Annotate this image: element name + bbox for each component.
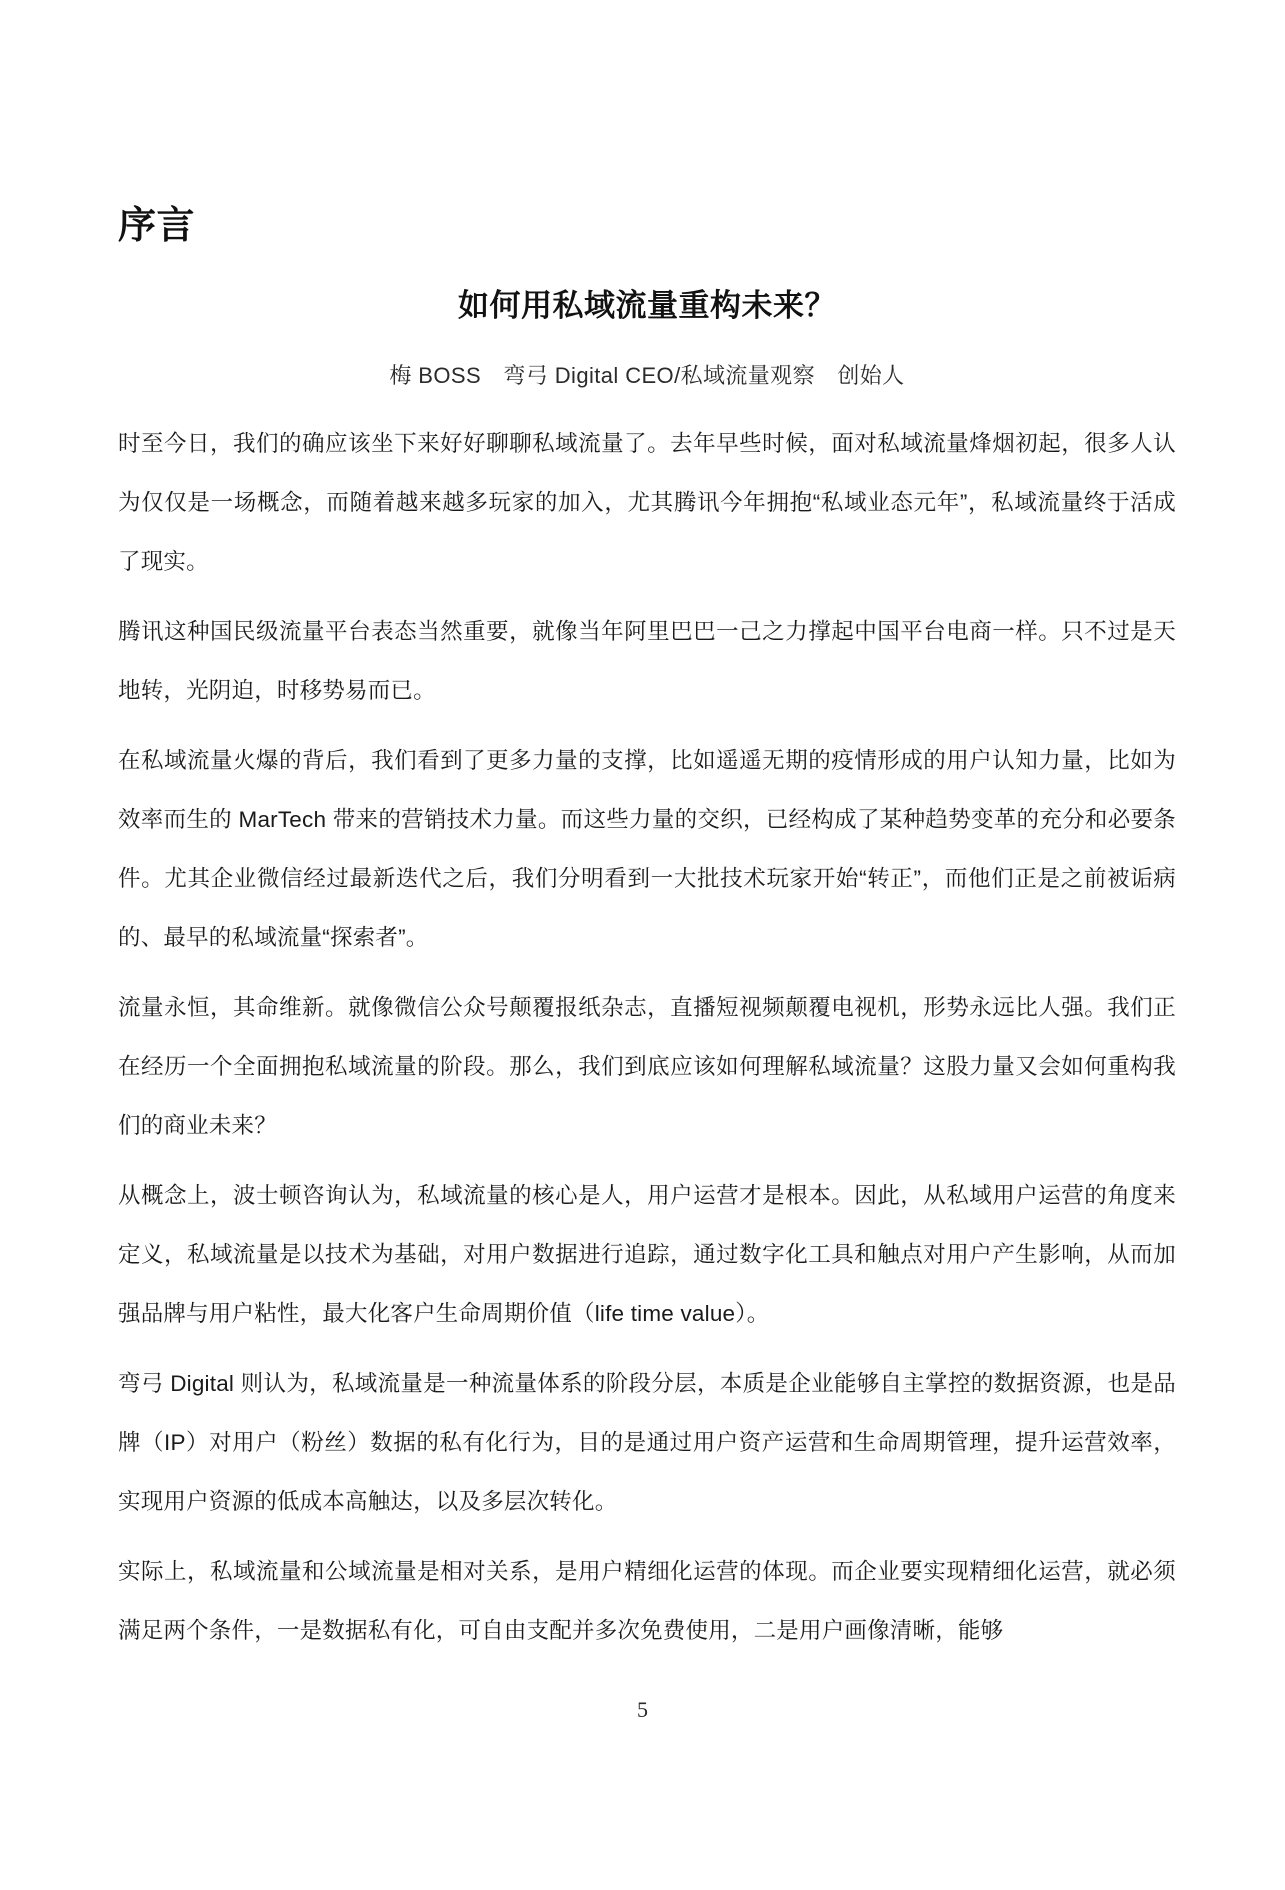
section-heading: 序言: [118, 205, 196, 247]
page-content-column: [118, 0, 1176, 1660]
body-text: [118, 390, 1176, 1660]
paragraph: 从概念上，波士顿咨询认为，私域流量的核心是人，用户运营才是根本。因此，从私域用户运营的角度来定义，私域流量是以技术为基础，对用户数据进行追踪，通过数字化工具和触点对用户产生影响，从而加强品牌与用户粘性，最大化客户生命周期价值（life time value）。: [118, 1182, 1176, 1326]
paragraph: 流量永恒，其命维新。就像微信公众号颠覆报纸杂志，直播短视频颠覆电视机，形势永远比人强。我们正在经历一个全面拥抱私域流量的阶段。那么，我们到底应该如何理解私域流量？这股力量又会如何重构我们的商业未来？: [118, 994, 1176, 1138]
paragraph: 弯弓 Digital 则认为，私域流量是一种流量体系的阶段分层，本质是企业能够自主掌控的数据资源，也是品牌（IP）对用户（粉丝）数据的私有化行为，目的是通过用户资产运营和生命周期管理，提升运营效率，实现用户资源的低成本高触达，以及多层次转化。: [118, 1370, 1176, 1514]
paragraph: 在私域流量火爆的背后，我们看到了更多力量的支撑，比如遥遥无期的疫情形成的用户认知力量，比如为效率而生的 MarTech 带来的营销技术力量。而这些力量的交织，已经构成了某种趋势变革的充分和必要条件。尤其企业微信经过最新迭代之后，我们分明看到一大批技术玩家开始“转正”，而他们正是之前被诟病的、最早的私域流量“探索者”。: [118, 747, 1176, 950]
page-number: 5: [637, 1697, 648, 1722]
paragraph: 腾讯这种国民级流量平台表态当然重要，就像当年阿里巴巴一己之力撑起中国平台电商一样。只不过是天地转，光阴迫，时移势易而已。: [118, 618, 1176, 703]
byline: 梅 BOSS 弯弓 Digital CEO/私域流量观察 创始人: [389, 362, 905, 388]
page-title: 如何用私域流量重构未来？: [458, 287, 836, 323]
paragraph: 时至今日，我们的确应该坐下来好好聊聊私域流量了。去年早些时候，面对私域流量烽烟初起，很多人认为仅仅是一场概念，而随着越来越多玩家的加入，尤其腾讯今年拥抱“私域业态元年”，私域流量终于活成了现实。: [118, 430, 1176, 574]
paragraph: 实际上，私域流量和公域流量是相对关系，是用户精细化运营的体现。而企业要实现精细化运营，就必须满足两个条件，一是数据私有化，可自由支配并多次免费使用，二是用户画像清晰，能够: [118, 1558, 1176, 1643]
